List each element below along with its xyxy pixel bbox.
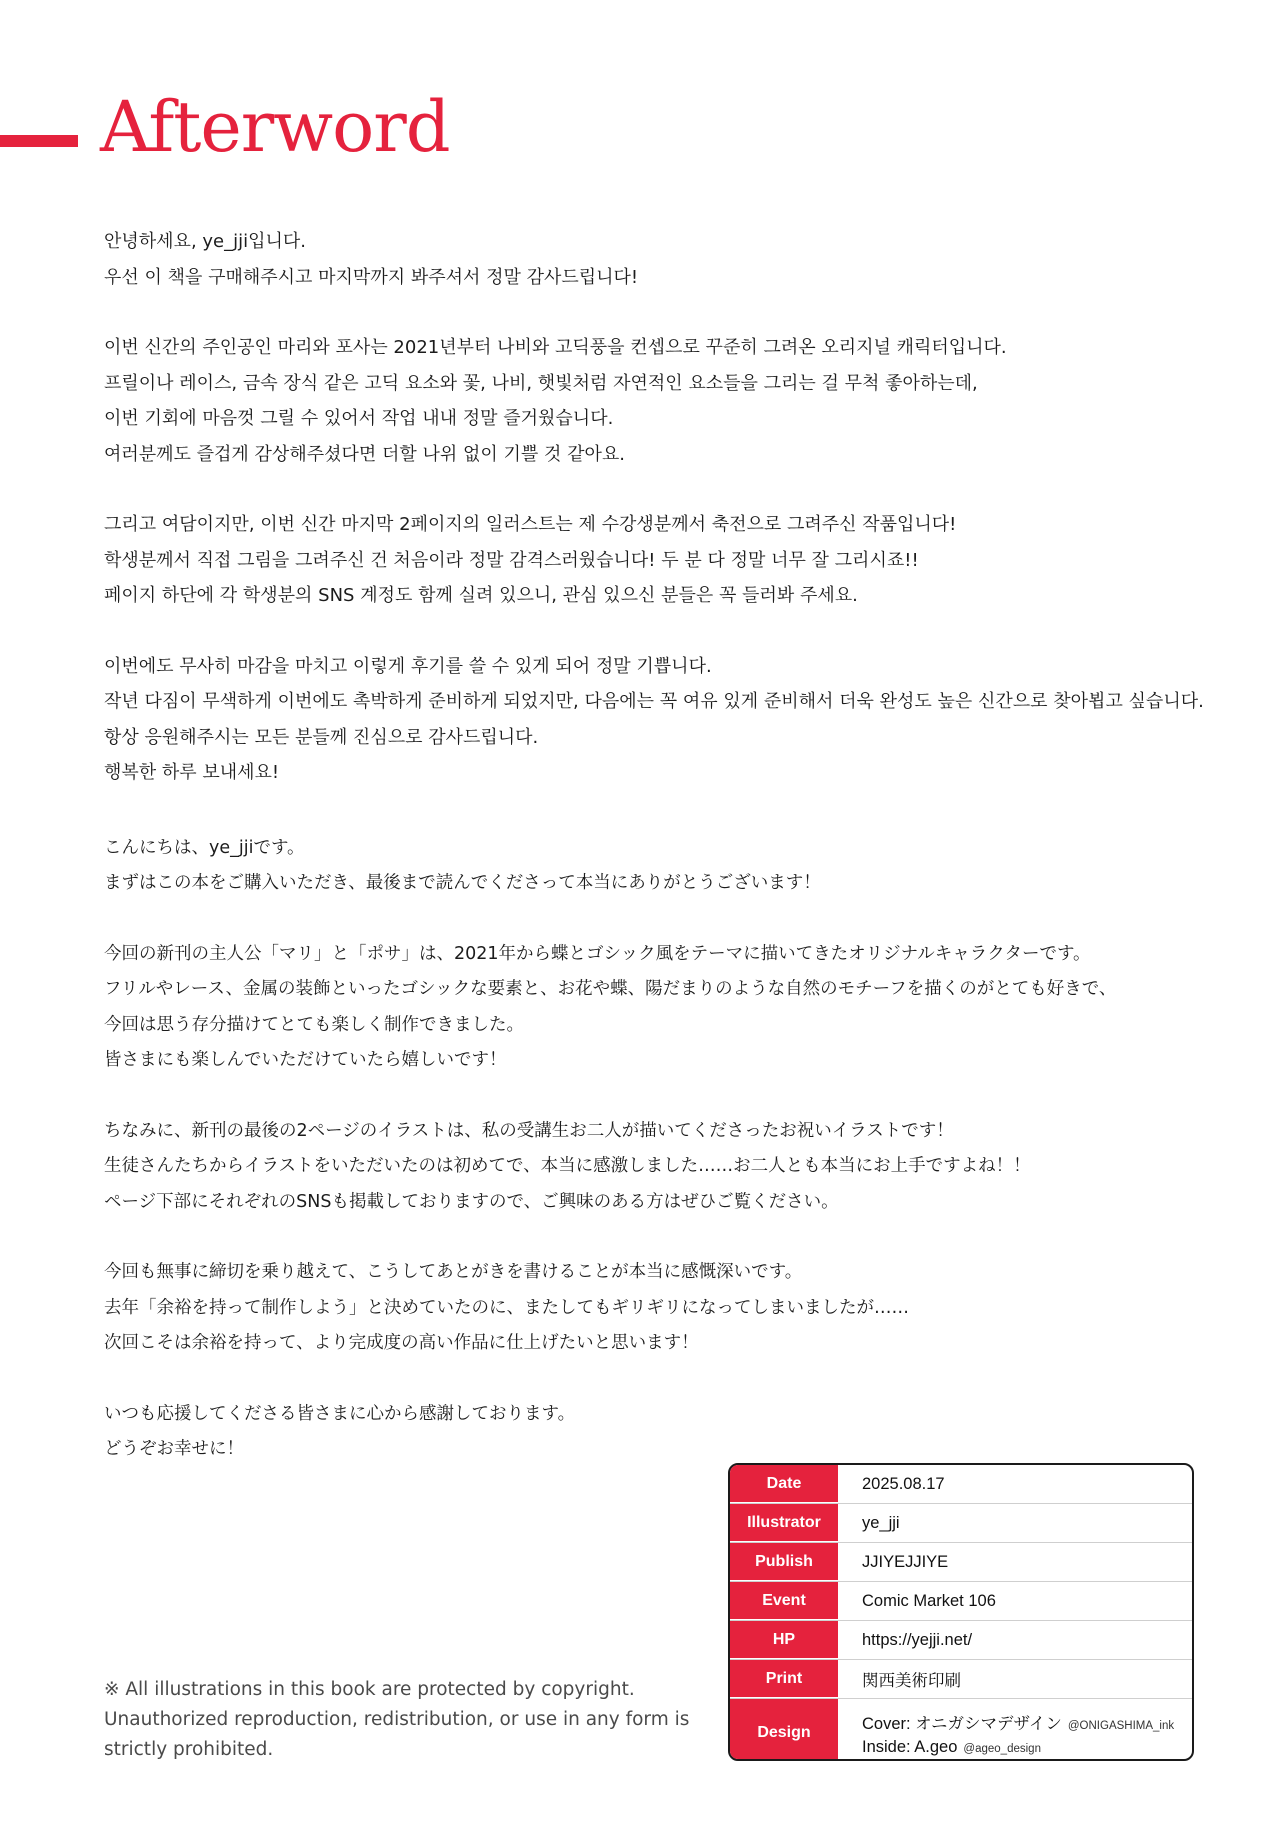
text-line: 今回は思う存分描けてとても楽しく制作できました。 <box>104 1014 524 1035</box>
colophon-label: HP <box>730 1621 844 1659</box>
colophon-label: Date <box>730 1465 844 1503</box>
paragraph-jp-closing <box>104 1397 1224 1468</box>
colophon-row-illustrator <box>730 1504 1192 1543</box>
colophon-label: Print <box>730 1660 844 1698</box>
design-inside-handle: @ageo_design <box>963 1742 1041 1755</box>
colophon-row-date <box>730 1465 1192 1504</box>
text-line: 작년 다짐이 무색하게 이번에도 촉박하게 준비하게 되었지만, 다음에는 꼭 여유 있게 준비해서 더욱 완성도 높은 신간으로 찾아뵙고 싶습니다. <box>104 691 1204 712</box>
design-inside-line <box>862 1738 1041 1757</box>
colophon-value: 2025.08.17 <box>862 1474 945 1493</box>
text-line: 이번에도 무사히 마감을 마치고 이렇게 후기를 쓸 수 있게 되어 정말 기쁩니다. <box>104 655 712 677</box>
colophon-row-publish <box>730 1543 1192 1582</box>
colophon-value <box>844 1699 1192 1761</box>
colophon-row-hp <box>730 1621 1192 1660</box>
text-line: ※ All illustrations in this book are protected by copyright. <box>104 1679 635 1700</box>
text-line: strictly prohibited. <box>104 1739 274 1760</box>
paragraph-jp-deadline <box>104 1255 1224 1362</box>
text-line: 학생분께서 직접 그림을 그려주신 건 처음이라 정말 감격스러웠습니다! 두 분 다 정말 너무 잘 그리시죠!! <box>104 549 919 571</box>
text-line: Unauthorized reproduction, redistribution, or use in any form is <box>104 1709 690 1730</box>
title-accent-bar <box>0 135 78 147</box>
copyright-notice <box>104 1675 704 1765</box>
text-line: こんにちは、ye_jjiです。 <box>104 837 305 858</box>
text-line: ちなみに、新刊の最後の2ページのイラストは、私の受講生お二人が描いてくださったお祝いイラストです！ <box>104 1120 954 1141</box>
colophon-value: JJIYEJJIYE <box>862 1552 949 1571</box>
text-line: 去年「余裕を持って制作しよう」と決めていたのに、またしてもギリギリになってしまいましたが…… <box>104 1297 909 1318</box>
paragraph-ko-characters <box>104 330 1224 472</box>
colophon-label: Illustrator <box>730 1504 844 1542</box>
text-line: 그리고 여담이지만, 이번 신간 마지막 2페이지의 일러스트는 제 수강생분께서 축전으로 그려주신 작품입니다! <box>104 514 957 535</box>
colophon-row-design <box>730 1699 1192 1761</box>
text-line: 今回の新刊の主人公「マリ」と「ポサ」は、2021年から蝶とゴシック風をテーマに描いてきたオリジナルキャラクターです。 <box>104 943 1091 964</box>
paragraph-jp-characters <box>104 937 1224 1079</box>
text-line: まずはこの本をご購入いただき、最後まで読んでくださって本当にありがとうございます！ <box>104 873 821 893</box>
text-line: 안녕하세요, ye_jji입니다. <box>104 231 306 252</box>
text-line: 生徒さんたちからイラストをいただいたのは初めてで、本当に感激しました……お二人とも本当にお上手ですよね！！ <box>104 1156 1031 1176</box>
colophon-label: Event <box>730 1582 844 1620</box>
colophon-table <box>728 1463 1194 1761</box>
colophon-label: Design <box>730 1699 844 1761</box>
text-line: フリルやレース、金属の装飾といったゴシックな要素と、お花や蝶、陽だまりのような自然のモチーフを描くのがとても好きで、 <box>104 979 1117 999</box>
text-line: 皆さまにも楽しんでいただけていたら嬉しいです！ <box>104 1050 507 1070</box>
text-line: 次回こそは余裕を持って、より完成度の高い作品に仕上げたいと思います！ <box>104 1333 699 1353</box>
colophon-value: https://yejji.net/ <box>862 1630 973 1649</box>
text-line: 프릴이나 레이스, 금속 장식 같은 고딕 요소와 꽃, 나비, 햇빛처럼 자연적인 요소들을 그리는 걸 무척 좋아하는데, <box>104 372 978 394</box>
afterword-body <box>104 224 1224 1503</box>
design-cover-handle: @ONIGASHIMA_ink <box>1067 1719 1175 1732</box>
colophon-value: 関西美術印刷 <box>862 1672 961 1690</box>
colophon-value: Comic Market 106 <box>862 1591 996 1610</box>
text-line: ページ下部にそれぞれのSNSも掲載しておりますので、ご興味のある方はぜひご覧ください。 <box>104 1191 839 1212</box>
design-cover-line <box>862 1710 1174 1734</box>
text-line: 今回も無事に締切を乗り越えて、こうしてあとがきを書けることが本当に感慨深いです。 <box>104 1262 803 1282</box>
text-line: いつも応援してくださる皆さまに心から感謝しております。 <box>104 1403 576 1424</box>
paragraph-jp-greeting <box>104 831 1224 902</box>
text-line: 여러분께도 즐겁게 감상해주셨다면 더할 나위 없이 기쁠 것 같아요. <box>104 443 625 465</box>
text-line: 우선 이 책을 구매해주시고 마지막까지 봐주셔서 정말 감사드립니다! <box>104 266 639 288</box>
text-line: 페이지 하단에 각 학생분의 SNS 계정도 함께 실려 있으니, 관심 있으신 분들은 꼭 들러봐 주세요. <box>104 585 858 606</box>
text-line: 이번 기회에 마음껏 그릴 수 있어서 작업 내내 정말 즐거웠습니다. <box>104 408 614 429</box>
paragraph-ko-closing <box>104 649 1224 791</box>
text-line: 항상 응원해주시는 모든 분들께 진심으로 감사드립니다. <box>104 726 539 748</box>
colophon-row-event <box>730 1582 1192 1621</box>
paragraph-jp-guest-art <box>104 1114 1224 1221</box>
text-line: どうぞお幸せに！ <box>104 1439 244 1459</box>
paragraph-ko-greeting <box>104 224 1224 295</box>
colophon-value: ye_jji <box>862 1513 900 1532</box>
design-cover: Cover: オニガシマデザイン <box>862 1714 1062 1733</box>
page-title: Afterword <box>100 86 450 168</box>
text-line: 이번 신간의 주인공인 마리와 포사는 2021년부터 나비와 고딕풍을 컨셉으로 꾸준히 그려온 오리지널 캐릭터입니다. <box>104 337 1007 358</box>
text-line: 행복한 하루 보내세요! <box>104 762 280 783</box>
colophon-row-print <box>730 1660 1192 1699</box>
design-inside: Inside: A.geo <box>862 1737 958 1756</box>
colophon-label: Publish <box>730 1543 844 1581</box>
paragraph-ko-guest-art <box>104 507 1224 614</box>
